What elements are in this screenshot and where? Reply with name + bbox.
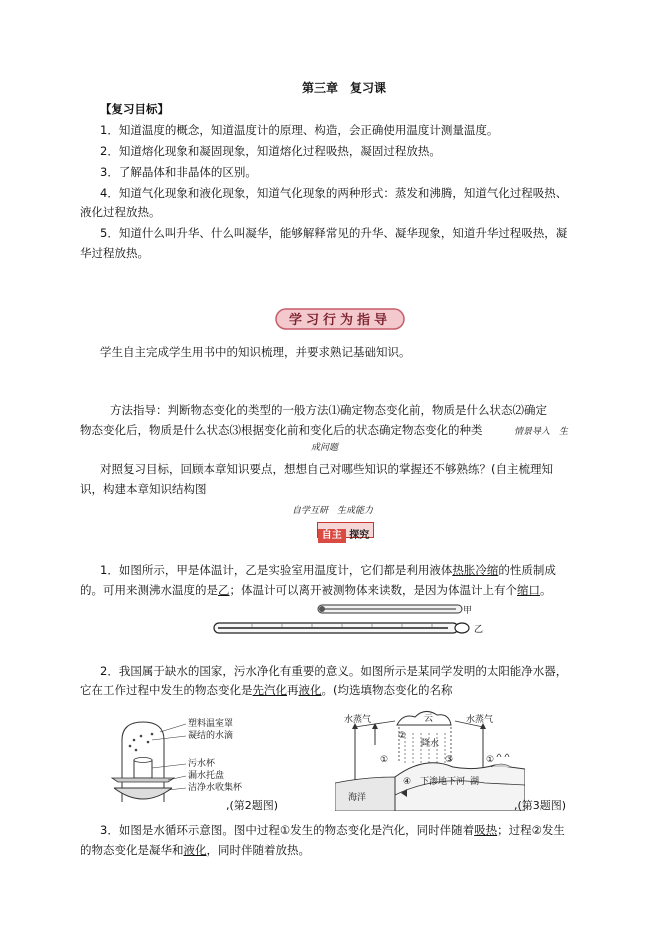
fig3-circle-1-right: ①	[486, 755, 495, 765]
q1-text-c: 的性质制成	[498, 563, 556, 577]
guide-line: 学生自主完成学生用书中的知识梳理，并要求熟记基础知识。	[100, 345, 411, 359]
page-title: 第三章 复习课	[302, 81, 387, 95]
label-yi: 乙	[474, 625, 484, 635]
fig2-label-3: 污水杯	[188, 759, 216, 769]
q3-answer-1: 吸热	[474, 823, 498, 837]
goal-line-3: 3．了解晶体和非晶体的区别。	[100, 165, 257, 179]
fig2-label-1: 塑料温室罩	[188, 719, 234, 729]
fig3-circle-3: ③	[445, 755, 454, 765]
fig3-vapor-right: 水蒸气	[466, 715, 494, 725]
q1-text-a: 1．如图所示，甲是体温计，乙是实验室用温度计，它们都是利用液体	[100, 563, 453, 577]
q1-answer-2: 乙	[218, 583, 230, 597]
q2-line-2	[80, 682, 453, 698]
q1-text-2e: 。	[540, 583, 552, 597]
review-instruction-1: 对照复习目标，回顾本章知识要点，想想自己对哪些知识的掌握还不够熟练？(自主梳理知	[100, 462, 553, 476]
q3-line-2	[80, 842, 310, 858]
fig3-cloud: 云	[424, 714, 434, 724]
q1-text-2c: ；体温计可以离开被测物体来读数，是因为体温计上有个	[229, 583, 517, 597]
q2-answer-2: 液化	[298, 683, 322, 697]
fig2-label-2: 凝结的水滴	[188, 731, 234, 741]
thermometers-figure	[212, 600, 484, 642]
goal-line-2: 2．知道熔化现象和凝固现象，知道熔化过程吸热，凝固过程放热。	[100, 144, 441, 158]
fig3-ground: 下渗地下河	[420, 777, 466, 787]
q1-answer-1: 热胀冷缩	[452, 563, 499, 577]
fig3-vapor-left: 水蒸气	[344, 715, 372, 725]
tag-right: 探究	[349, 530, 370, 541]
fig3-ocean: 海洋	[348, 793, 367, 803]
q3-text-2a: 的物态变化是凝华和	[80, 843, 184, 857]
method-line-2: 物态变化后，物质是什么状态⑶根据变化前和变化后的状态确定物态变化的种类	[80, 423, 483, 437]
fig3-lake: 湖	[470, 777, 480, 787]
fig3-circle-1: ①	[380, 755, 389, 765]
generate-question-label: 成问题	[311, 443, 339, 453]
review-goals-heading: 【复习目标】	[100, 102, 169, 116]
q1-line-2	[80, 582, 552, 598]
scene-intro-label: 情景导入 生	[514, 427, 569, 437]
method-line-1: 方法指导：判断物态变化的类型的一般方法⑴确定物态变化前，物质是什么状态⑵确定	[110, 403, 547, 417]
tag-left: 自主	[318, 529, 346, 543]
goal-line-5: 5．知道什么叫升华、什么叫凝华，能够解释常见的升华、凝华现象，知道升华过程吸热，凝	[100, 226, 568, 240]
q2-line-1: 2．我国属于缺水的国家，污水净化有重要的意义。如图所示是某同学发明的太阳能净水器，	[100, 664, 568, 678]
fig3-caption: ,(第3题图)	[514, 799, 567, 812]
q2-text-e: 。(均选填物态变化的名称	[321, 683, 453, 697]
q3-text-2c: ，同时伴随着放热。	[206, 843, 310, 857]
self-explore-tag	[317, 522, 374, 541]
goal-line-4b: 液化过程放热。	[80, 205, 161, 219]
learning-guide-banner	[274, 306, 406, 332]
fig3-rain: 降水	[421, 739, 440, 749]
q1-answer-3: 缩口	[517, 583, 540, 597]
goal-line-5b: 华过程放热。	[80, 246, 149, 260]
goal-line-1: 1．知道温度的概念，知道温度计的原理、构造，会正确使用温度计测量温度。	[100, 123, 499, 137]
fig3-circle-2: ②	[398, 731, 407, 741]
q2-text-a: 它在工作过程中发生的物态变化是	[80, 683, 253, 697]
fig2-label-4: 漏水托盘	[188, 771, 225, 781]
goal-line-4: 4．知道气化现象和液化现象，知道气化现象的两种形式：蒸发和沸腾，知道气化过程吸热、	[100, 186, 568, 200]
review-instruction-2: 识，构建本章知识结构图	[80, 482, 207, 496]
fig2-label-5: 洁净水收集杯	[188, 783, 243, 793]
q3-line-1	[100, 822, 565, 838]
self-study-subheading: 自学互研 生成能力	[292, 506, 374, 516]
banner-text: 学习行为指导	[288, 313, 392, 328]
fig2-caption: ,(第2题图)	[226, 799, 279, 812]
q1-line-1	[100, 562, 556, 578]
q1-text-2a: 的。可用来测沸水温度的是	[80, 583, 218, 597]
q3-text-a: 3．如图是水循环示意图。图中过程①发生的物态变化是汽化，同时伴随着	[100, 823, 475, 837]
q2-text-c: 再	[287, 683, 299, 697]
q2-answer-1: 先汽化	[252, 683, 287, 697]
label-jia: 甲	[463, 606, 473, 616]
q3-text-c: ；过程②发生	[497, 823, 565, 837]
fig3-circle-4: ④	[403, 777, 412, 787]
q3-answer-2: 液化	[183, 843, 207, 857]
